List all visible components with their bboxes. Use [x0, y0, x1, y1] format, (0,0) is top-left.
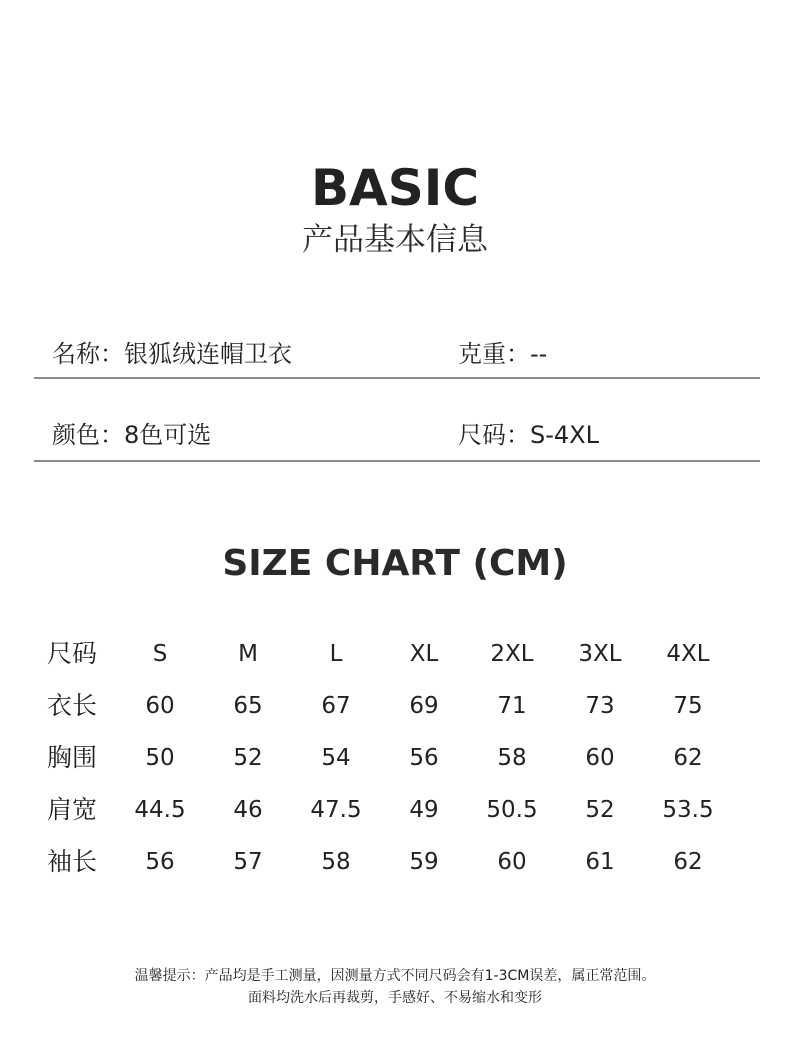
table-cell: 54	[321, 745, 351, 771]
table-cell: 62	[673, 745, 703, 771]
table-cell: 44.5	[134, 797, 186, 823]
table-cell: 46	[233, 797, 263, 823]
size-header-label: 尺码	[47, 639, 98, 668]
page-title: BASIC	[310, 159, 480, 217]
table-cell: 52	[233, 745, 263, 771]
size-header-cell: 4XL	[666, 641, 710, 667]
table-row	[0, 732, 790, 784]
info-row-color	[34, 415, 760, 455]
table-cell: 65	[233, 693, 263, 719]
table-cell: 56	[409, 745, 439, 771]
table-cell: 62	[673, 849, 703, 875]
size-header-cell: 2XL	[490, 641, 534, 667]
table-cell: 58	[497, 745, 527, 771]
fabric-note: 面料均洗水后再裁剪，手感好、不易缩水和变形	[248, 990, 542, 1006]
table-cell: 58	[321, 849, 351, 875]
info-divider	[34, 460, 760, 462]
row-label: 衣长	[47, 691, 98, 720]
row-label: 胸围	[47, 743, 98, 772]
table-cell: 75	[673, 693, 703, 719]
table-cell: 53.5	[662, 797, 714, 823]
table-cell: 50	[145, 745, 175, 771]
table-cell: 47.5	[310, 797, 362, 823]
table-cell: 61	[585, 849, 615, 875]
page-subtitle: 产品基本信息	[302, 222, 488, 258]
table-cell: 60	[497, 849, 527, 875]
row-label: 袖长	[47, 847, 98, 876]
product-size-range-text: 尺码：S-4XL	[458, 421, 599, 449]
table-cell: 52	[585, 797, 615, 823]
table-cell: 56	[145, 849, 175, 875]
measurement-note: 温馨提示：产品均是手工测量，因测量方式不同尺码会有1-3CM误差，属正常范围。	[134, 968, 656, 984]
table-row	[0, 784, 790, 836]
table-row	[0, 680, 790, 732]
size-header-cell: M	[238, 641, 258, 667]
size-chart-title: SIZE CHART (CM)	[222, 543, 568, 584]
product-color-text: 颜色：8色可选	[52, 421, 212, 449]
size-header-row	[0, 628, 790, 680]
product-name-text: 名称：银狐绒连帽卫衣	[52, 340, 292, 368]
table-cell: 71	[497, 693, 527, 719]
table-cell: 73	[585, 693, 615, 719]
table-cell: 60	[145, 693, 175, 719]
table-cell: 69	[409, 693, 439, 719]
table-cell: 57	[233, 849, 263, 875]
table-row	[0, 836, 790, 888]
table-cell: 49	[409, 797, 439, 823]
table-cell: 50.5	[486, 797, 538, 823]
size-header-cell: S	[152, 641, 168, 667]
size-header-cell: L	[329, 641, 343, 667]
info-row-name	[34, 334, 760, 374]
product-weight-text: 克重：--	[458, 340, 548, 368]
row-label: 肩宽	[47, 795, 98, 824]
info-divider	[34, 377, 760, 379]
table-cell: 67	[321, 693, 351, 719]
size-header-cell: 3XL	[578, 641, 622, 667]
table-cell: 59	[409, 849, 439, 875]
size-header-cell: XL	[409, 641, 439, 667]
table-cell: 60	[585, 745, 615, 771]
